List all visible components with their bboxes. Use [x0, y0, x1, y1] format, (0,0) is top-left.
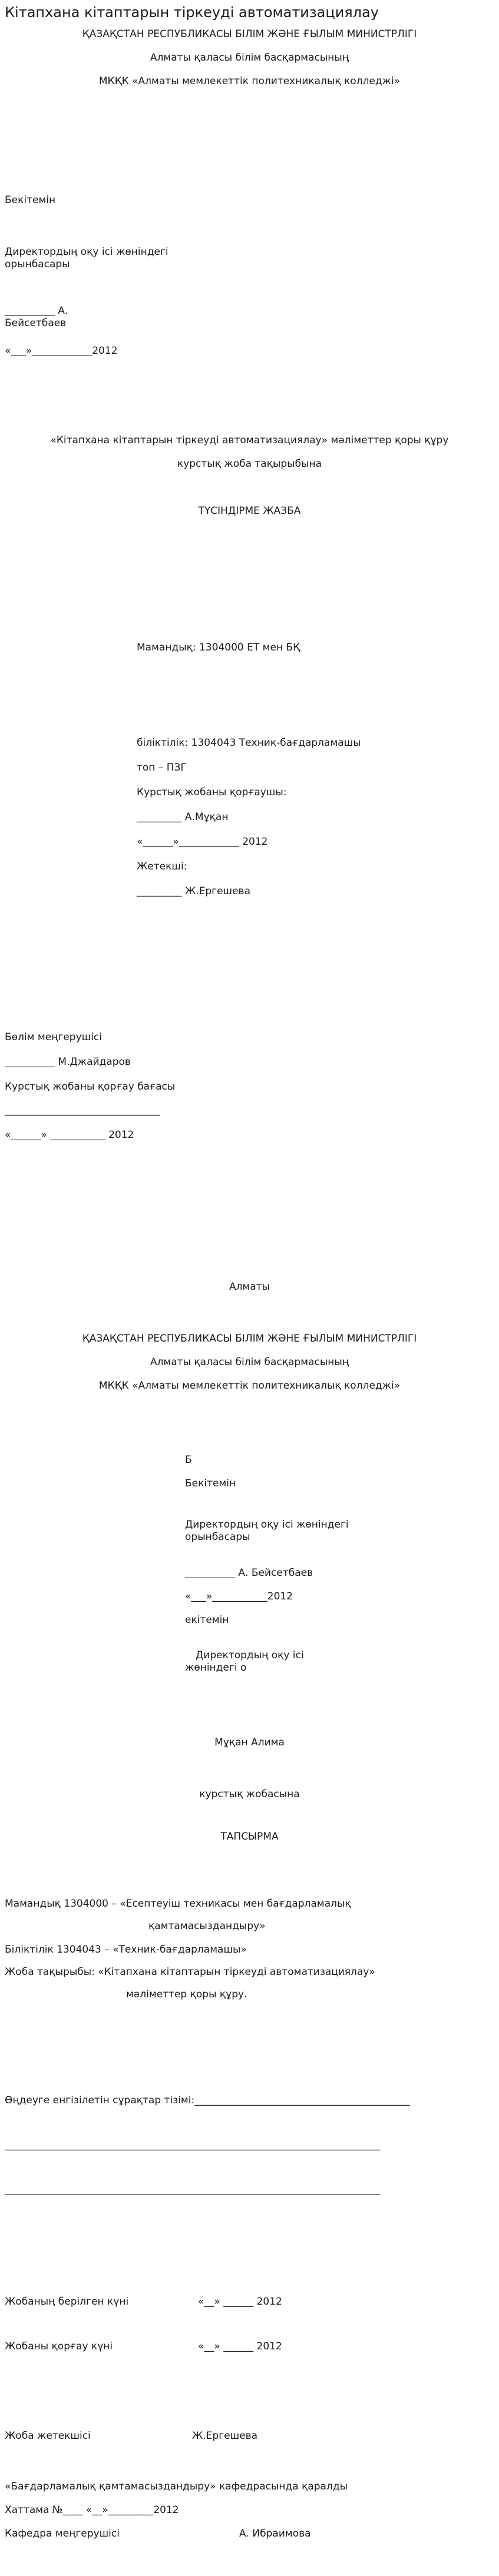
- topic-line1: Жоба тақырыбы: «Кітапхана кітаптарын тіркеуді автоматизациялау»: [5, 1966, 375, 1978]
- defender-signature: _________ А.Мұқан: [137, 811, 229, 823]
- head-label: Бөлім меңгерушісі: [5, 1031, 102, 1043]
- grade-date: «______» ___________ 2012: [5, 1129, 134, 1141]
- deputy-title-2: Директордың оқу ісі жөніндегі орынбасары: [185, 1519, 349, 1543]
- defender-label: Курстық жобаны қорғаушы:: [137, 786, 287, 798]
- approve-label-2: Бекітемін: [185, 1478, 236, 1489]
- coursework-label: курстық жобасына: [199, 1788, 300, 1800]
- issued-date: «__» ______ 2012: [198, 2296, 282, 2308]
- department-head-label: Кафедра меңгерушісі: [5, 2528, 120, 2540]
- protocol-line: Хаттама №____ «__»_________2012: [5, 2504, 179, 2516]
- group: топ – ПЗГ: [137, 762, 187, 774]
- college-header: МКҚК «Алматы мемлекеттік политехникалық колледжі»: [98, 75, 401, 87]
- defense-label: Жобаны қорғау күні: [5, 2341, 113, 2352]
- defense-date: «__» ______ 2012: [198, 2341, 282, 2352]
- qualification-2: Біліктілік 1304043 – «Техник-бағдарламашы»: [5, 1944, 247, 1956]
- document-title: Кітапхана кітаптарын тіркеуді автоматизациялау: [5, 4, 379, 21]
- questions-label-text: Өңдеуге енгізілетін сұрақтар тізімі:: [5, 2094, 195, 2106]
- project-supervisor-label: Жоба жетекшісі: [5, 2430, 91, 2442]
- document-type: ТҮСІНДІРМЕ ЖАЗБА: [198, 505, 301, 517]
- defender-date: «______»____________ 2012: [137, 836, 268, 848]
- approval-date: «___»____________2012: [5, 345, 118, 357]
- supervisor-label: Жетекші:: [137, 861, 187, 872]
- department-head-name: А. Ибраимова: [239, 2528, 311, 2540]
- specialty: Мамандық: 1304000 ЕТ мен БҚ: [137, 642, 300, 653]
- approve-letter: Б: [185, 1454, 192, 1466]
- approval-date-2: «___»___________2012: [185, 1591, 293, 1602]
- qualification: біліктілік: 1304043 Техник-бағдарламашы: [137, 737, 361, 749]
- project-topic-line2: курстық жоба тақырыбына: [177, 458, 322, 470]
- approve-label-fragment: екітемін: [185, 1614, 229, 1626]
- grade-line: _______________________________: [5, 1104, 160, 1116]
- department-header: Алматы қаласы білім басқармасының: [150, 52, 349, 64]
- college-header-2: МКҚК «Алматы мемлекеттік политехникалық колледжі»: [98, 1380, 401, 1392]
- task-heading: ТАПСЫРМА: [220, 1831, 279, 1843]
- ministry-header: ҚАЗАҚСТАН РЕСПУБЛИКАСЫ БІЛІМ ЖӘНЕ ҒЫЛЫМ МИНИСТРЛІГІ: [82, 28, 417, 40]
- deputy-signature-2: __________ А. Бейсетбаев: [185, 1567, 313, 1579]
- department-review: «Бағдарламалық қамтамасыздандыру» кафедрасында қаралды: [5, 2481, 348, 2492]
- topic-line2: мәліметтер қоры құру.: [126, 1989, 247, 2000]
- issued-label: Жобаның берілген күні: [5, 2296, 129, 2308]
- questions-line: ___________________________________________: [194, 2094, 410, 2106]
- ministry-header-2: ҚАЗАҚСТАН РЕСПУБЛИКАСЫ БІЛІМ ЖӘНЕ ҒЫЛЫМ МИНИСТРЛІГІ: [82, 1333, 417, 1345]
- supervisor-signature: _________ Ж.Ергешева: [137, 885, 250, 897]
- deputy-signature: __________ А. Бейсетбаев: [5, 305, 68, 330]
- deputy-title-fragment: Директордың оқу ісі жөніндегі о: [185, 1649, 304, 1674]
- city: Алматы: [229, 1281, 270, 1293]
- specialty-line1: Мамандық 1304000 – «Есептеуіш техникасы мен бағдарламалық: [5, 1898, 351, 1910]
- blank-line-1: ___________________________________________________________________________: [5, 2139, 381, 2151]
- questions-label: [5, 2094, 410, 2107]
- project-supervisor-name: Ж.Ергешева: [192, 2430, 258, 2442]
- specialty-line2: қамтамасыздандыру»: [148, 1920, 266, 1932]
- deputy-title: Директордың оқу ісі жөніндегі орынбасары: [5, 246, 168, 271]
- head-signature: __________ М.Джайдаров: [5, 1056, 131, 1068]
- department-header-2: Алматы қаласы білім басқармасының: [150, 1356, 349, 1368]
- blank-line-2: ___________________________________________________________________________: [5, 2184, 381, 2196]
- grade-label: Курстық жобаны қорғау бағасы: [5, 1081, 176, 1093]
- student-name: Мұқан Алима: [214, 1737, 285, 1748]
- approve-label: Бекітемін: [5, 194, 56, 206]
- project-topic-line1: «Кітапхана кітаптарын тіркеуді автоматизациялау» мәліметтер қоры құру: [50, 434, 449, 446]
